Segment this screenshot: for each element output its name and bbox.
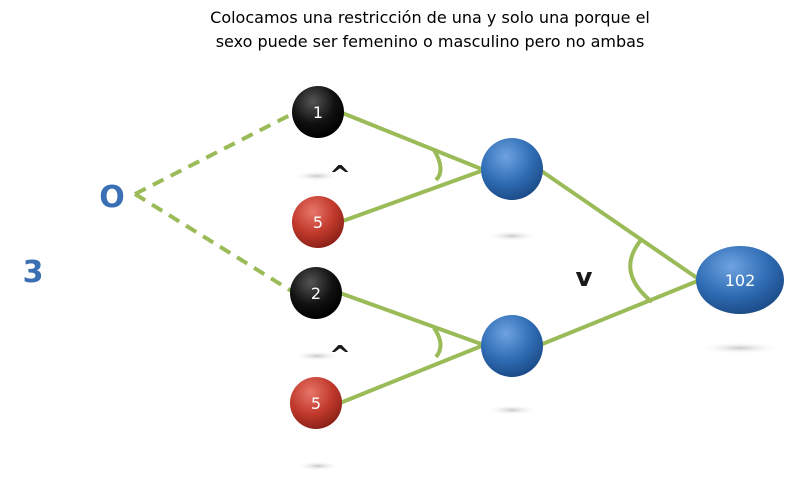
angle-arc-result <box>630 240 652 302</box>
node-result <box>696 246 784 314</box>
node-bottom-red-label: 5 <box>310 394 322 413</box>
edge-2-to-lower <box>340 293 484 345</box>
node-top-black-label: 1 <box>312 103 324 122</box>
node-bottom-black <box>290 267 342 319</box>
origin-label: O <box>99 180 125 215</box>
node-upper-blue <box>481 138 543 200</box>
node-top-red-label: 5 <box>312 213 324 232</box>
or-operator: v <box>575 263 593 293</box>
title-line-1: Colocamos una restricción de una y solo una porque el <box>210 8 650 27</box>
shadow-5 <box>296 461 340 471</box>
reflections <box>293 171 780 471</box>
node-result-label: 102 <box>724 271 756 290</box>
node-top-red <box>292 196 344 248</box>
node-lower-blue <box>481 315 543 377</box>
shadow-6 <box>700 342 780 354</box>
angle-arc-top <box>434 150 441 180</box>
shadow-4 <box>486 405 538 415</box>
angle-arc-bottom <box>434 328 441 357</box>
edge-lower-to-result <box>540 280 700 345</box>
dashed-edge-bottom <box>135 194 293 292</box>
edge-5-to-lower <box>340 345 484 403</box>
edge-5-to-upper <box>340 170 484 222</box>
and-operator-bottom: ^ <box>329 341 351 371</box>
and-operator-top: ^ <box>329 161 351 191</box>
node-bottom-black-label: 2 <box>310 284 322 303</box>
edge-1-to-upper <box>340 112 484 170</box>
node-bottom-red <box>290 377 342 429</box>
edge-upper-to-result <box>540 170 700 280</box>
number-label: 3 <box>22 255 44 290</box>
title-line-2: sexo puede ser femenino o masculino pero no ambas <box>215 32 645 51</box>
dashed-edge-top <box>135 112 296 194</box>
shadow-2 <box>486 231 538 241</box>
dashed-edges <box>135 112 296 292</box>
node-top-black <box>292 86 344 138</box>
